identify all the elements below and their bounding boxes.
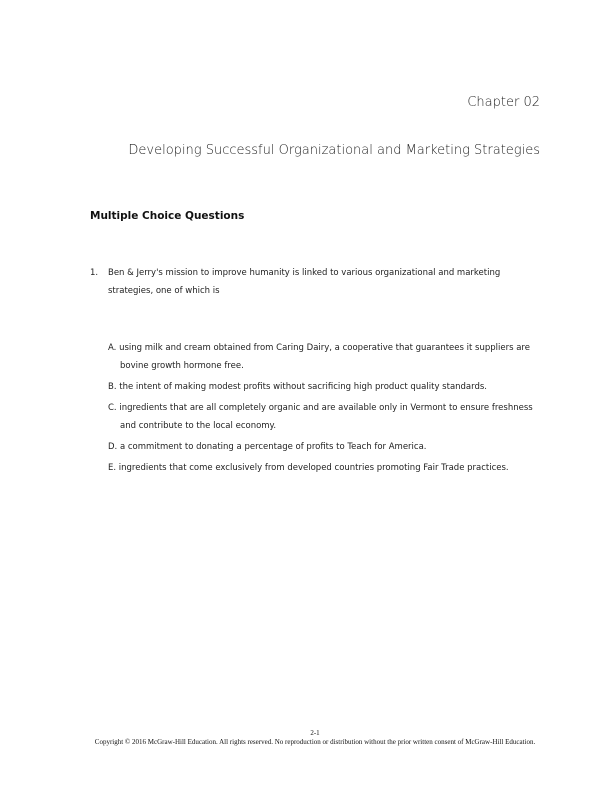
chapter-title: Developing Successful Organizational and Marketing Strategies — [128, 143, 540, 158]
question-text: Ben & Jerry's mission to improve humanity is linked to various organizational and marketing strategies, one of which is — [108, 268, 501, 296]
option-text: the intent of making modest profits without sacrificing high product quality standards. — [119, 382, 488, 392]
answer-option-d[interactable] — [108, 438, 548, 456]
page-number: 2-1 — [310, 729, 320, 737]
copyright-notice: Copyright © 2016 McGraw-Hill Education. All rights reserved. No reproduction or distribution without the prior written consent of McGraw-Hill Education. — [94, 738, 536, 746]
option-text: ingredients that are all completely organic and are available only in Vermont to ensure freshness and contribute to the local economy. — [119, 403, 533, 431]
answer-option-c[interactable] — [108, 399, 548, 435]
option-text: a commitment to donating a percentage of profits to Teach for America. — [119, 442, 427, 452]
option-letter: C. — [108, 403, 117, 413]
answer-option-b[interactable] — [108, 378, 548, 396]
question-number: 1. — [90, 268, 99, 278]
section-heading: Multiple Choice Questions — [90, 210, 245, 222]
question-1 — [90, 264, 540, 300]
chapter-label: Chapter 02 — [467, 95, 540, 110]
page-footer — [90, 729, 540, 747]
option-letter: A. — [108, 343, 117, 353]
option-letter: B. — [108, 382, 117, 392]
option-text: ingredients that come exclusively from developed countries promoting Fair Trade practices. — [118, 463, 509, 473]
answer-options — [108, 339, 548, 480]
option-text: using milk and cream obtained from Caring Dairy, a cooperative that guarantees it suppliers are bovine growth hormone free. — [119, 343, 530, 371]
option-letter: E. — [108, 463, 117, 473]
option-letter: D. — [108, 442, 118, 452]
answer-option-a[interactable] — [108, 339, 548, 375]
answer-option-e[interactable] — [108, 459, 548, 477]
